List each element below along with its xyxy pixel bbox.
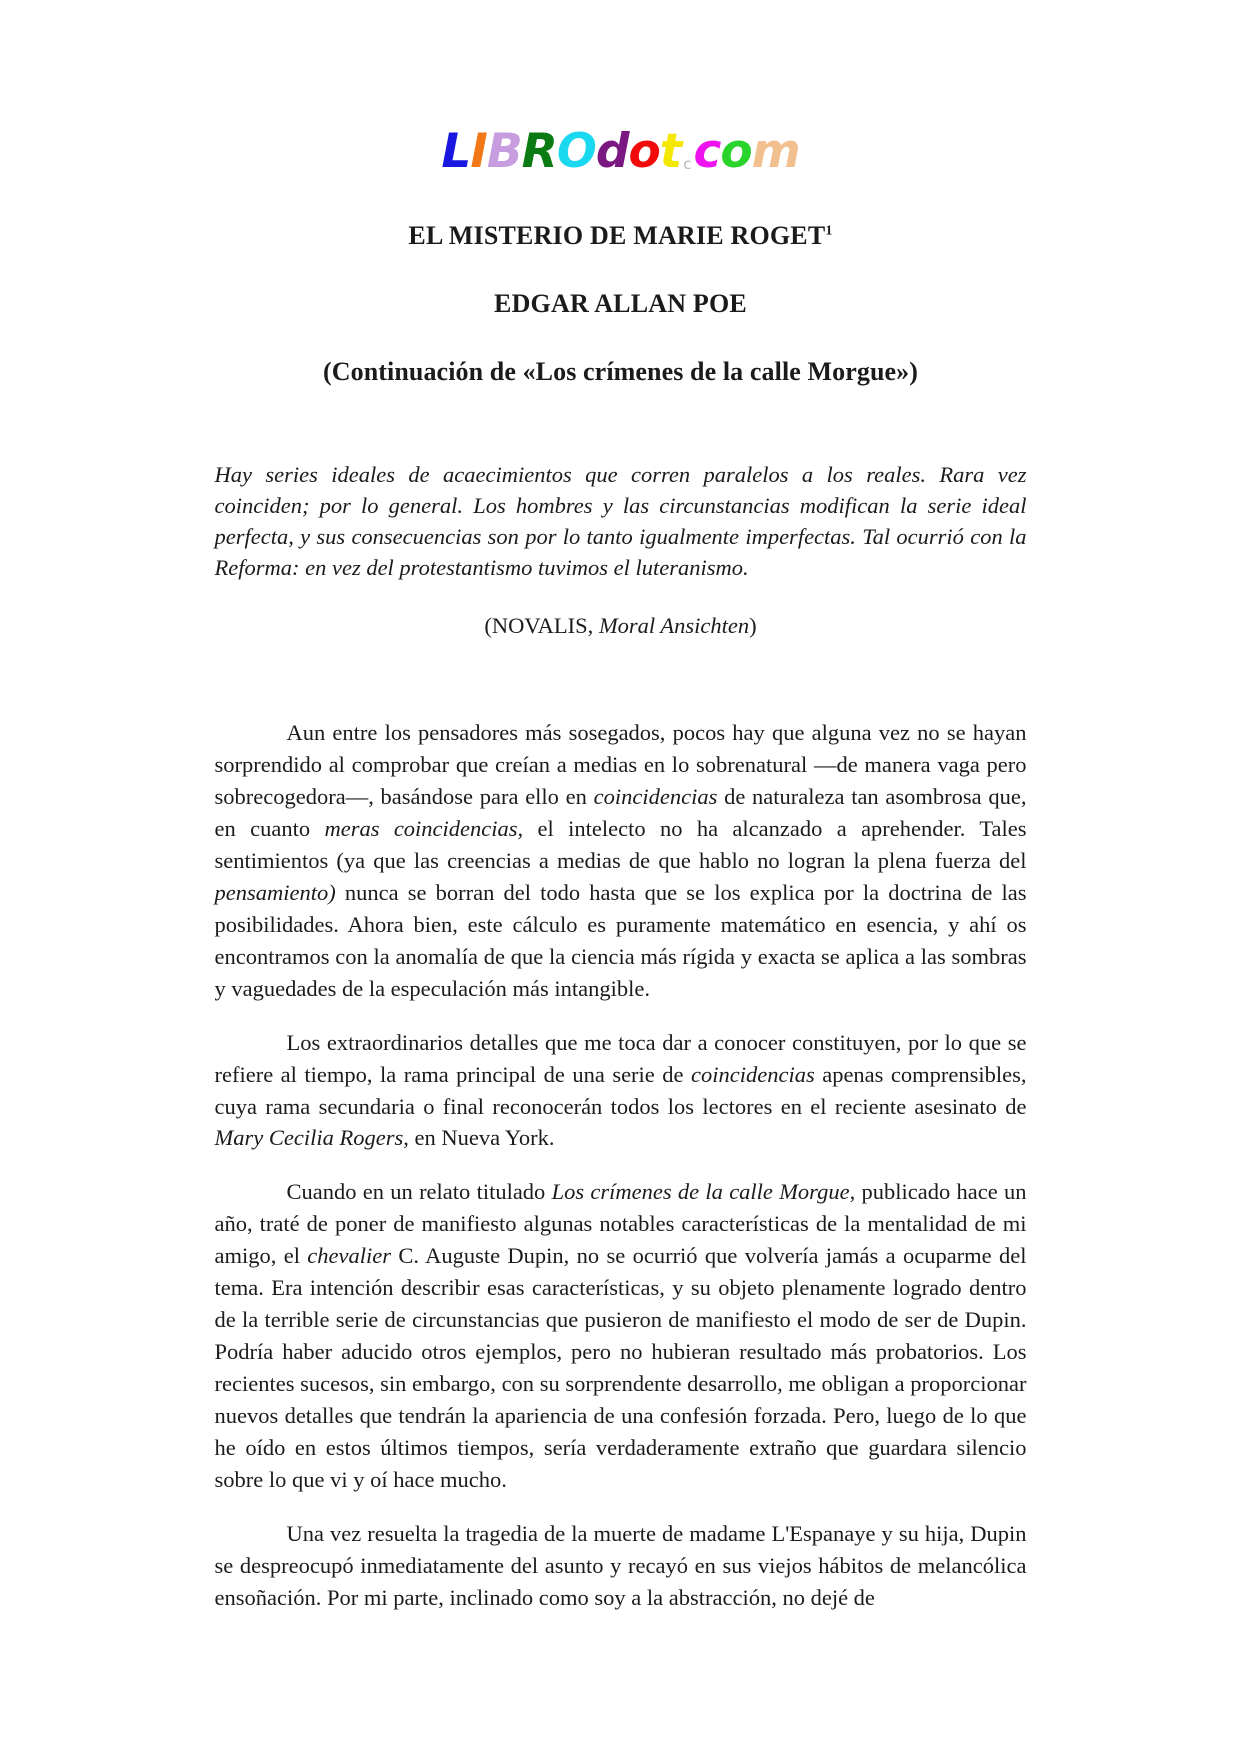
logo-letter-1: I [470, 124, 487, 179]
logo-header [0, 0, 1241, 179]
emphasis-text: pensamiento) [214, 879, 336, 905]
librodot-logo[interactable] [441, 124, 800, 179]
page-title [0, 221, 1241, 251]
page-title-text: EL MISTERIO DE MARIE ROGET [408, 221, 826, 250]
emphasis-text: meras coincidencias, [324, 816, 524, 841]
logo-letter-5: d [595, 124, 629, 179]
logo-letter-2: B [486, 124, 522, 179]
footnote-marker[interactable]: 1 [825, 223, 833, 239]
logo-suffix-0: c [693, 124, 721, 179]
para-1: Aun entre los pensadores más sosegados, pocos hay que alguna vez no se hayan sorprendido al comprobar que creían a medias en lo sobrenatural —de manera vaga pero sobrecogedora—, basándose para ello en coincidencias de naturaleza tan asombrosa que, en cuanto meras coincidencias, el intelecto no ha alcanzado a aprehender. Tales sentimientos (ya que las creencias a medias de que hablo no logran la plena fuerza del pensamiento) nunca se borran del todo hasta que se los explica por la doctrina de las posibilidades. Ahora bien, este cálculo es puramente matemático en esencia, y ahí os encontramos con la anomalía de que la ciencia más rígida y exacta se aplica a las sombras y vaguedades de la especulación más intangible. [214, 720, 1027, 1001]
epigraph-source-open: (NOVALIS, [484, 613, 599, 639]
logo-suffix-2: m [751, 124, 800, 179]
emphasis-text: Los crímenes de la calle Morgue [551, 1179, 850, 1205]
emphasis-text: Mary Cecilia Rogers [214, 1125, 404, 1151]
emphasis-text: coincidencias [593, 784, 718, 810]
epigraph-source-close: ) [749, 613, 757, 639]
epigraph-attribution [215, 613, 1027, 639]
emphasis-text: chevalier [307, 1243, 392, 1269]
logo-letter-0: L [441, 124, 471, 179]
document-body [215, 387, 1027, 1614]
logo-letter-3: R [521, 124, 557, 179]
logo-letter-7: t [659, 124, 682, 179]
emphasis-text: coincidencias [691, 1061, 815, 1087]
author-name: EDGAR ALLAN POE [494, 289, 747, 318]
epigraph-source-work: Moral Ansichten [598, 613, 750, 639]
paragraph-list [215, 639, 1027, 1613]
logo-suffix-1: o [720, 124, 752, 179]
epigraph-text: Hay series ideales de acaecimientos que corren paralelos a los reales. Rara vez coinciden; por lo general. Los hombres y las circunstancias modifican la serie ideal perfecta, y sus consecuencias son por lo tanto igualmente imperfectas. Tal ocurrió con la Reforma: en vez del protestantismo tuvimos el luteranismo. [214, 462, 1027, 581]
subtitle: (Continuación de «Los crímenes de la calle Morgue») [322, 357, 919, 386]
para-2: Los extraordinarios detalles que me toca dar a conocer constituyen, por lo que se refiere al tiempo, la rama principal de una serie de coincidencias apenas comprensibles, cuya rama secundaria o final reconocerán todos los lectores en el reciente asesinato de Mary Cecilia Rogers, en Nueva York. [214, 1029, 1027, 1151]
logo-dot-mark: c [683, 155, 692, 173]
logo-letter-6: o [628, 124, 660, 179]
logo-letter-4: O [556, 124, 596, 179]
para-4: Una vez resuelta la tragedia de la muerte de madame L'Espanaye y su hija, Dupin se despreocupó inmediatamente del asunto y recayó en sus viejos hábitos de melancólica ensoñación. Por mi parte, inclinado como soy a la abstracción, no dejé de [214, 1520, 1027, 1610]
para-3: Cuando en un relato titulado Los crímenes de la calle Morgue, publicado hace un año, traté de poner de manifiesto algunas notables características de la mentalidad de mi amigo, el chevalier C. Auguste Dupin, no se ocurrió que volvería jamás a ocuparme del tema. Era intención describir esas características, y su objeto plenamente logrado dentro de la terrible serie de circunstancias que pusieron de manifiesto el modo de ser de Dupin. Podría haber aducido otros ejemplos, pero no hubieran resultado más probatorios. Los recientes sucesos, sin embargo, con su sorprendente desarrollo, me obligan a proporcionar nuevos detalles que tendrán la apariencia de una confesión forzada. Pero, luego de lo que he oído en estos últimos tiempos, sería verdaderamente extraño que guardara silencio sobre lo que vi y oí hace mucho. [214, 1179, 1027, 1492]
